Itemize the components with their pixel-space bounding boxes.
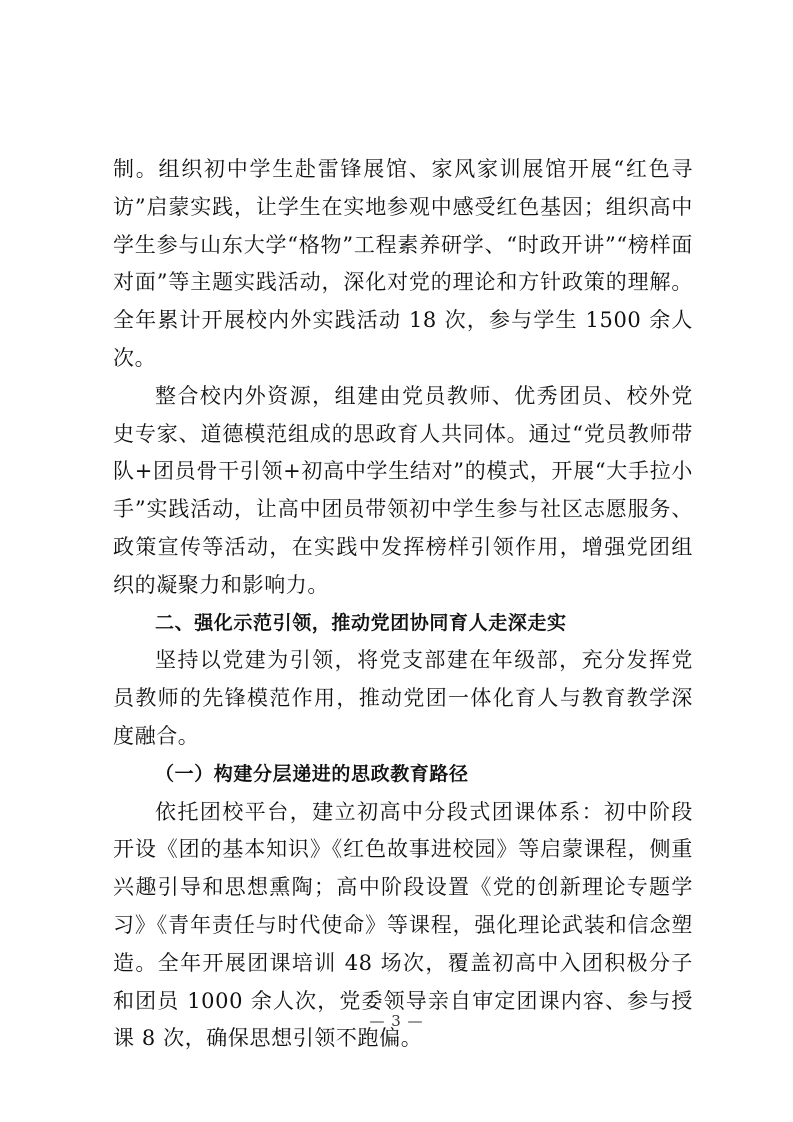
paragraph-leadership: 坚持以党建为引领，将党支部建在年级部，充分发挥党员教师的先锋模范作用，推动党团一体化育人与教育教学深度融合。 <box>113 648 693 748</box>
subsection-heading-1: （一）构建分层递进的思政教育路径 <box>155 762 469 785</box>
section-heading-2: 二、强化示范引领，推动党团协同育人走深走实 <box>155 611 567 634</box>
paragraph-resources: 整合校内外资源，组建由党员教师、优秀团员、校外党史专家、道德模范组成的思政育人共同体。通过“党员教师带队+团员骨干引领+初高中学生结对”的模式，开展“大手拉小手”实践活动，让高中团员带领初中学生参与社区志愿服务、政策宣传等活动，在实践中发挥榜样引领作用，增强党团组织的凝聚力和影响力。 <box>113 383 693 597</box>
paragraph-continued: 制。组织初中学生赴雷锋展馆、家风家训展馆开展“红色寻访”启蒙实践，让学生在实地参观中感受红色基因；组织高中学生参与山东大学“格物”工程素养研学、“时政开讲”“榜样面对面”等主题实践活动，深化对党的理论和方针政策的理解。全年累计开展校内外实践活动 18 次，参与学生 1500 余人次。 <box>113 157 693 370</box>
document-body <box>113 151 693 1058</box>
page-number: — 3 — <box>369 1012 424 1030</box>
paragraph-curriculum: 依托团校平台，建立初高中分段式团课体系：初中阶段开设《团的基本知识》《红色故事进校园》等启蒙课程，侧重兴趣引导和思想熏陶；高中阶段设置《党的创新理论专题学习》《青年责任与时代使命》等课程，强化理论武装和信念塑造。全年开展团课培训 48 场次，覆盖初高中入团积极分子和团员 1000 余人次，党委领导亲自审定团课内容、参与授课 8 次，确保思想引领不跑偏。 <box>113 799 693 1051</box>
